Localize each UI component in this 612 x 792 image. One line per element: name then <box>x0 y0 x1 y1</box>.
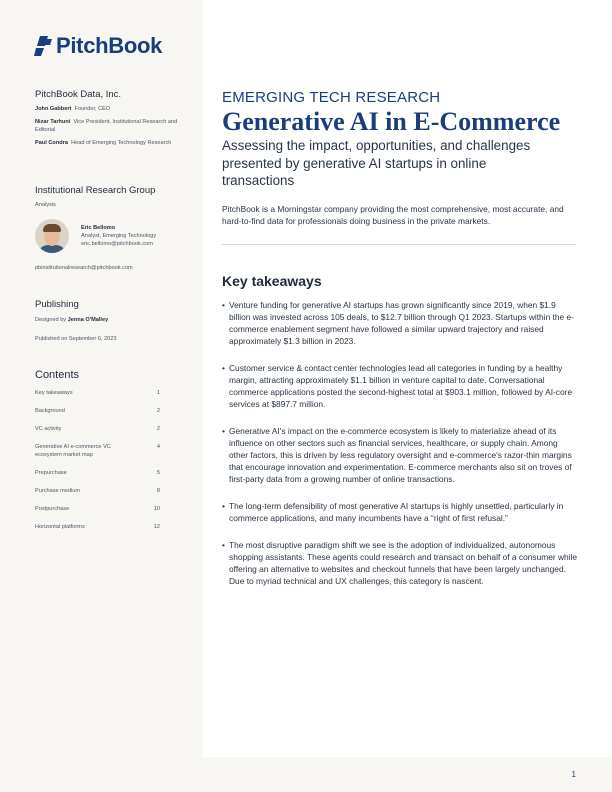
group-title: Institutional Research Group <box>35 185 156 196</box>
toc-item[interactable] <box>35 505 160 513</box>
pitchbook-logo-icon <box>33 35 53 57</box>
toc-item-label: Prepurchase <box>35 470 67 476</box>
toc-item[interactable] <box>35 523 160 531</box>
bullet-icon: • <box>222 426 225 436</box>
toc-item-page: 10 <box>153 506 160 512</box>
toc-item[interactable] <box>35 425 160 433</box>
toc-item-page: 1 <box>156 390 160 396</box>
person-name: Paul Condra <box>35 140 68 146</box>
toc-item[interactable] <box>35 407 160 415</box>
person-role: Vice President, Institutional Research and Editorial <box>35 119 178 133</box>
report-subtitle: Assessing the impact, opportunities, and challenges presented by generative AI startups in online transactions <box>222 138 531 188</box>
toc-item[interactable] <box>35 443 160 459</box>
list-item <box>222 539 578 587</box>
toc-item-label: Purchase medium <box>35 488 81 494</box>
list-item-text: Venture funding for generative AI startups has grown significantly since 2019, when $1.9 billion was invested across 105 deals, to $12.7 billion through Q1 2023. Startups within the e-commerce enablement segment have followed a similar upward trajectory and raised approximately $1.3 billion in 2023. <box>229 300 574 346</box>
publishing-title: Publishing <box>35 299 79 310</box>
person-name: Nizar Tarhuni <box>35 119 71 125</box>
toc-item-page: 5 <box>156 470 160 476</box>
leadership-list <box>35 105 185 152</box>
toc-item-page: 8 <box>156 488 160 494</box>
toc-item-page: 2 <box>156 426 160 432</box>
analyst-title: Analyst, Emerging Technology <box>81 233 157 239</box>
toc-item-label: Background <box>35 408 65 414</box>
page-number: 1 <box>571 770 576 779</box>
toc-item[interactable] <box>35 389 160 397</box>
person-entry <box>35 139 185 147</box>
toc-item-page: 2 <box>156 408 160 414</box>
list-item <box>222 299 578 347</box>
toc-item[interactable] <box>35 469 160 477</box>
list-item <box>222 425 578 485</box>
analyst-email[interactable]: eric.bellomo@pitchbook.com <box>81 241 153 247</box>
toc-item-label: Key takeaways <box>35 390 73 396</box>
report-kicker: EMERGING TECH RESEARCH <box>222 89 441 106</box>
toc-item-page: 4 <box>156 444 160 450</box>
person-role: Head of Emerging Technology Research <box>71 140 172 146</box>
list-item-text: The most disruptive paradigm shift we see is the adoption of individualized, autonomous shopping assistants. These agents could research and transact on behalf of a consumer while offering an alternative to websites and checkout funnels that have been largely unchanged. Due to myriad technical and UX challenges, this category is nascent. <box>229 540 578 586</box>
group-subtitle: Analysis <box>35 202 56 208</box>
list-item-text: The long-term defensibility of most generative AI startups is highly unsettled, particularly in commerce applications, and many incumbents have a “right of first refusal.” <box>229 501 564 523</box>
person-entry <box>35 105 185 113</box>
designed-by <box>35 316 108 324</box>
toc-item-page: 12 <box>153 524 160 530</box>
analyst-name: Eric Bellomo <box>81 225 116 231</box>
person-name: John Gabbert <box>35 106 72 112</box>
toc-item-label: Generative AI e-commerce VC ecosystem market map <box>35 444 111 458</box>
group-email-link[interactable]: pbinstitutionalresearch@pitchbook.com <box>35 265 133 271</box>
toc-item-label: VC activity <box>35 426 62 432</box>
bullet-icon: • <box>222 540 225 550</box>
toc-item-label: Horizontal platforms <box>35 524 85 530</box>
list-item-text: Customer service & contact center technologies lead all categories in funding by a healthy margin, attracting approximately $1.1 billion in venture capital to date. Conversational commerce applications posted the second-highest total at $903.1 million, followed by AI-core services at $897.7 million. <box>229 363 573 409</box>
bullet-icon: • <box>222 300 225 310</box>
toc-item-label: Postpurchase <box>35 506 70 512</box>
toc-item[interactable] <box>35 487 160 495</box>
company-name: PitchBook Data, Inc. <box>35 89 122 100</box>
contents-title: Contents <box>35 369 80 381</box>
pitchbook-logo[interactable] <box>33 33 162 59</box>
list-item <box>222 362 578 410</box>
report-title: Generative AI in E-Commerce <box>222 107 561 136</box>
list-item <box>222 500 578 524</box>
avatar <box>35 219 69 253</box>
divider <box>222 244 576 245</box>
designed-by-label: Designed by <box>35 317 67 323</box>
key-takeaways-list <box>222 299 578 602</box>
footer-band <box>0 757 612 792</box>
table-of-contents <box>35 389 160 531</box>
brand-name: PitchBook <box>56 33 163 58</box>
key-takeaways-heading: Key takeaways <box>222 273 322 289</box>
list-item-text: Generative AI's impact on the e-commerce ecosystem is likely to materialize ahead of its influence on other sectors such as financial services, healthcare, or supply chain. Among other factors, this is driven by less regulatory oversight and e-commerce's razor-thin margins that encourage innovation and experimentation. E-commerce merchants also sit on troves of first-party data from a growing number of online transactions. <box>229 426 572 484</box>
person-role: Founder, CEO <box>74 106 111 112</box>
intro-paragraph: PitchBook is a Morningstar company providing the most comprehensive, most accurate, and hard-to-find data for professionals doing business in the private markets. <box>222 204 564 226</box>
analyst-card <box>35 219 195 253</box>
bullet-icon: • <box>222 501 225 511</box>
bullet-icon: • <box>222 363 225 373</box>
person-entry <box>35 118 185 134</box>
designer-name: Jenna O'Malley <box>67 317 109 323</box>
published-date: Published on September 6, 2023 <box>35 336 117 342</box>
